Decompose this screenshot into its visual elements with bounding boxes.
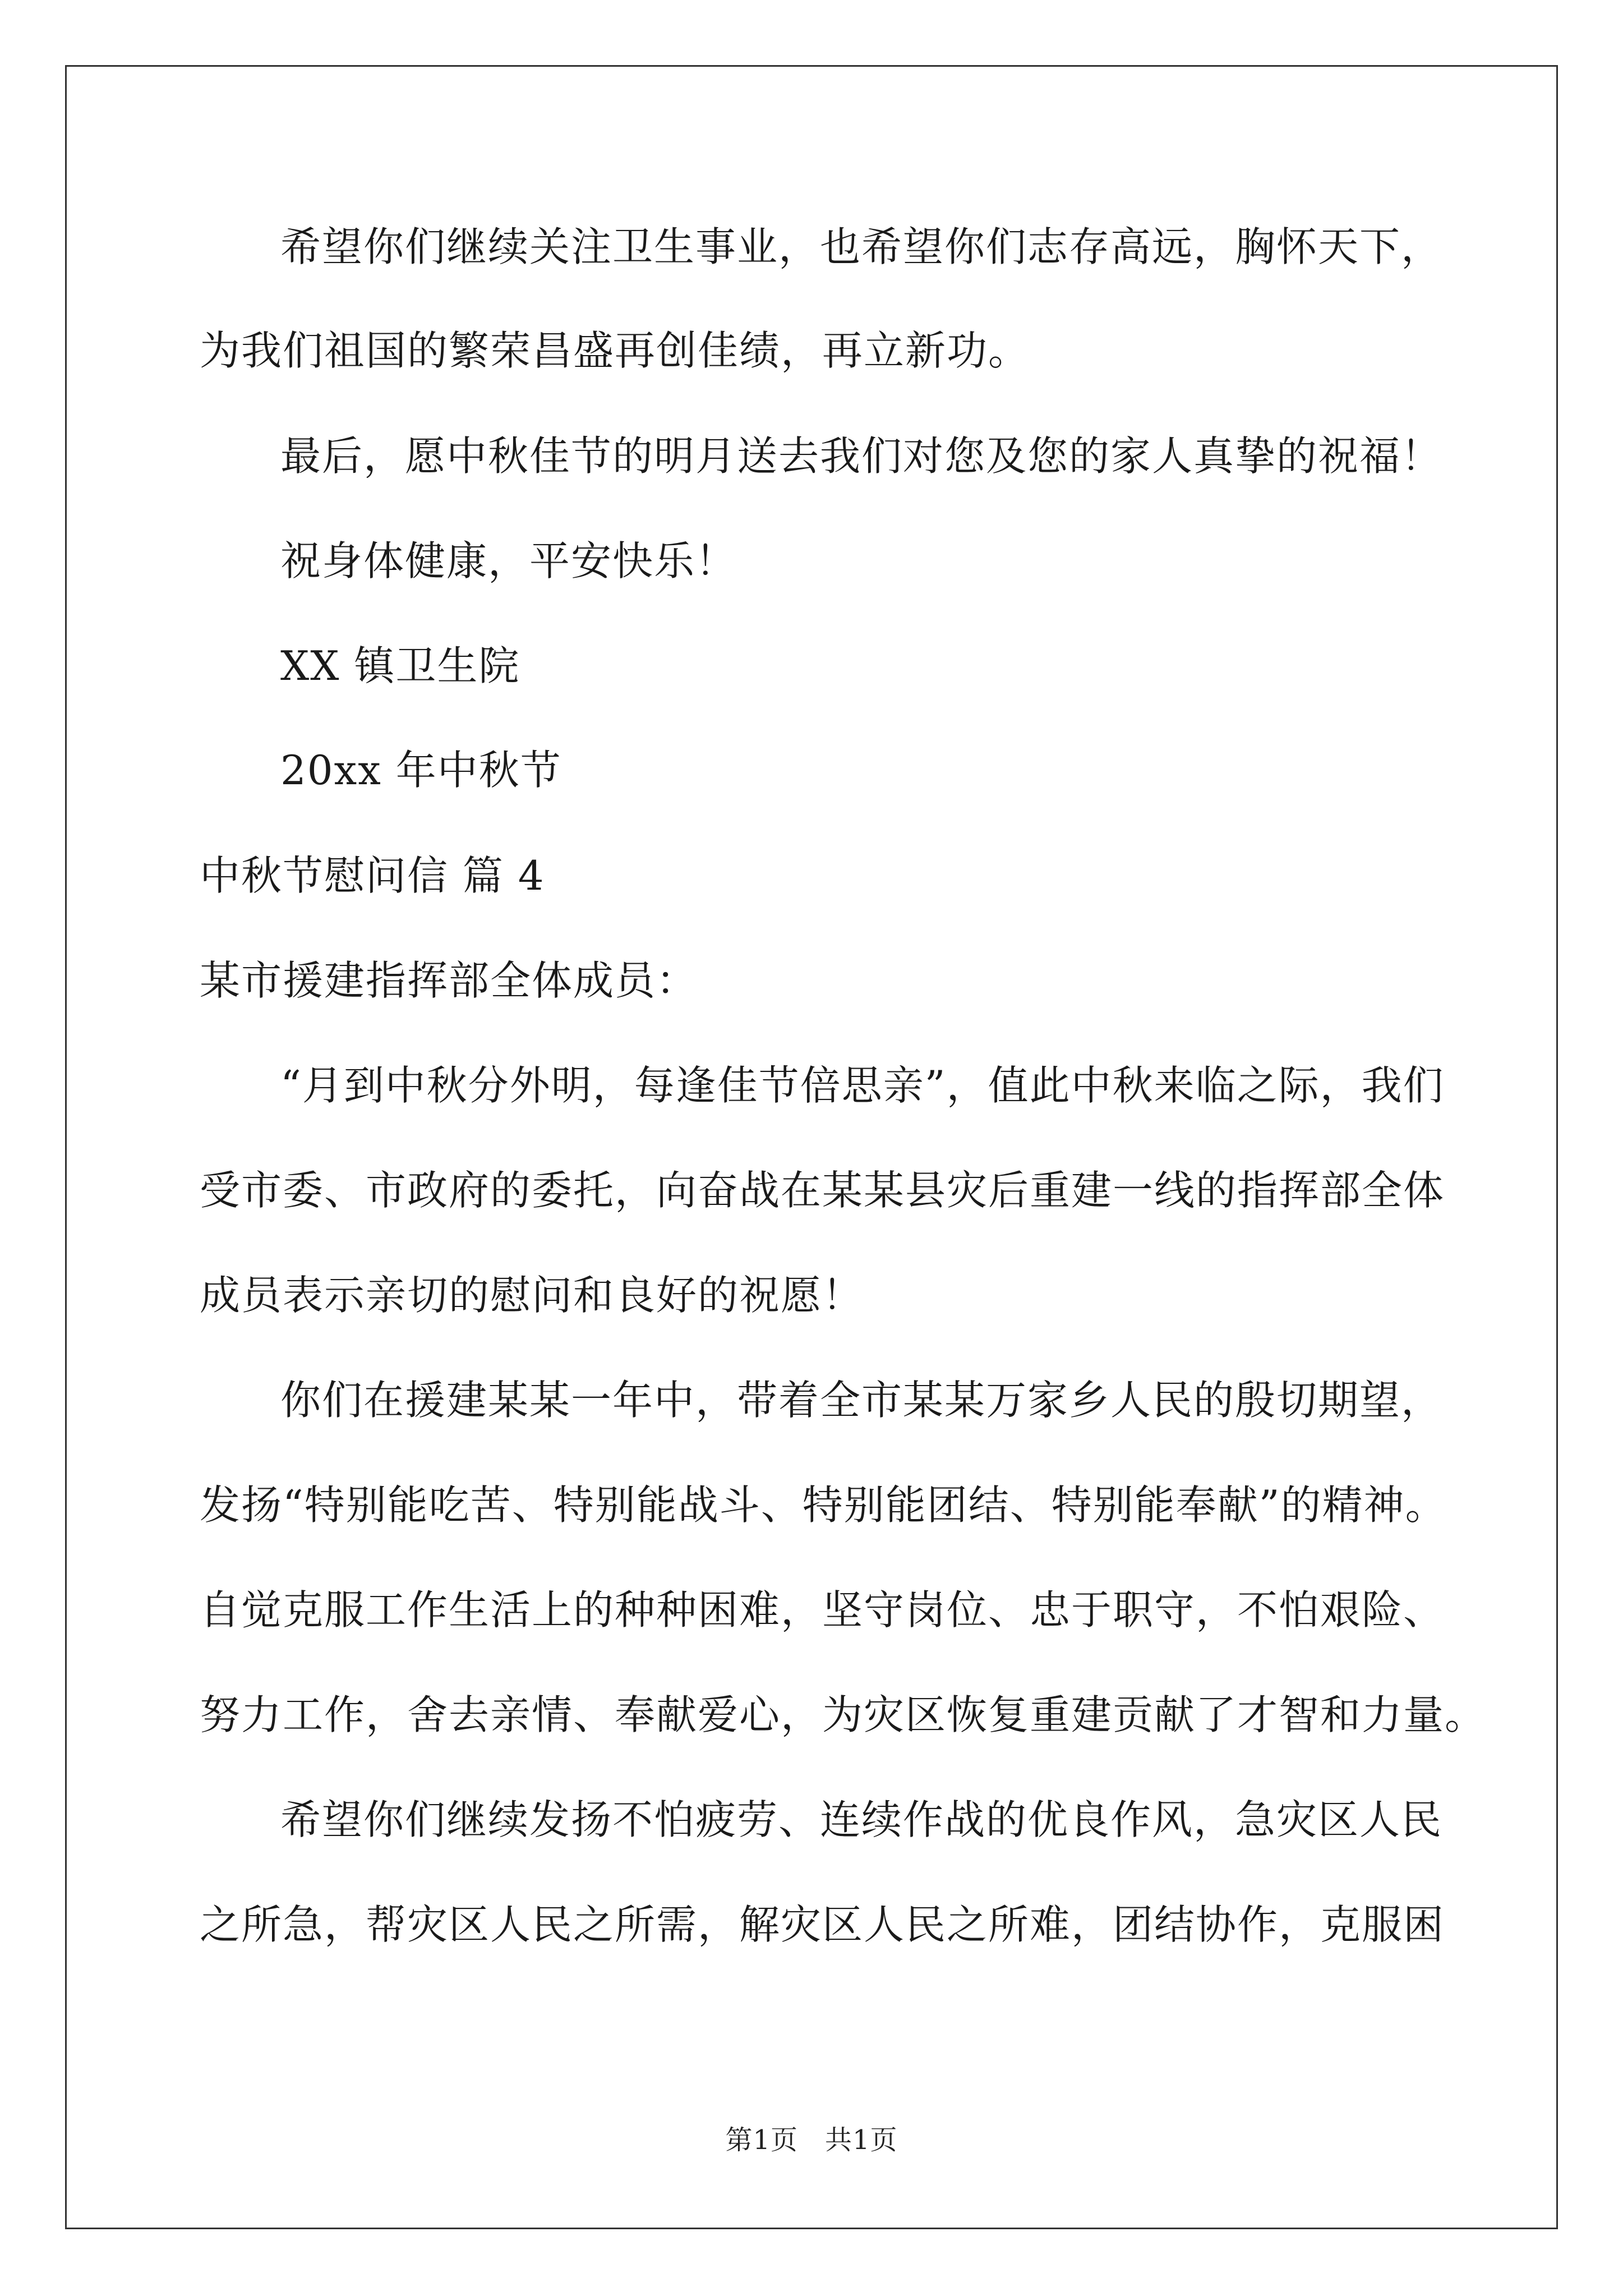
- body-line: 成员表示亲切的慰问和良好的祝愿！: [200, 1272, 864, 1319]
- section-heading: 中秋节慰问信 篇 4: [200, 852, 545, 899]
- body-line: 自觉克服工作生活上的种种困难，坚守岗位、忠于职守，不怕艰险、: [200, 1586, 1445, 1634]
- body-line: 祝身体健康，平安快乐！: [280, 537, 737, 585]
- signature-date: 20xx 年中秋节: [280, 747, 562, 794]
- body-line: 希望你们继续发扬不怕疲劳、连续作战的优良作风，急灾区人民: [280, 1796, 1443, 1843]
- body-line: 为我们祖国的繁荣昌盛再创佳绩，再立新功。: [200, 327, 1030, 374]
- body-line: 努力工作，舍去亲情、奉献爱心，为灾区恢复重建贡献了才智和力量。: [200, 1691, 1487, 1738]
- body-line: 希望你们继续关注卫生事业，也希望你们志存高远，胸怀天下，: [280, 223, 1443, 270]
- page-number: 第1页: [725, 2124, 798, 2156]
- body-line: 你们在援建某某一年中，带着全市某某万家乡人民的殷切期望，: [280, 1377, 1443, 1424]
- signature-org: XX 镇卫生院: [280, 642, 520, 689]
- body-line: “月到中秋分外明，每逢佳节倍思亲”，值此中秋来临之际，我们: [280, 1062, 1445, 1109]
- body-line: 最后，愿中秋佳节的明月送去我们对您及您的家人真挚的祝福！: [280, 432, 1443, 480]
- page-footer: [0, 2123, 1623, 2157]
- body-line: 受市委、市政府的委托，向奋战在某某县灾后重建一线的指挥部全体: [200, 1167, 1445, 1214]
- body-line: 之所急，帮灾区人民之所需，解灾区人民之所难，团结协作，克服困: [200, 1901, 1445, 1948]
- page-total: 共1页: [825, 2124, 898, 2156]
- salutation: 某市援建指挥部全体成员：: [200, 957, 698, 1004]
- body-line: 发扬“特别能吃苦、特别能战斗、特别能团结、特别能奉献”的精神。: [200, 1481, 1447, 1529]
